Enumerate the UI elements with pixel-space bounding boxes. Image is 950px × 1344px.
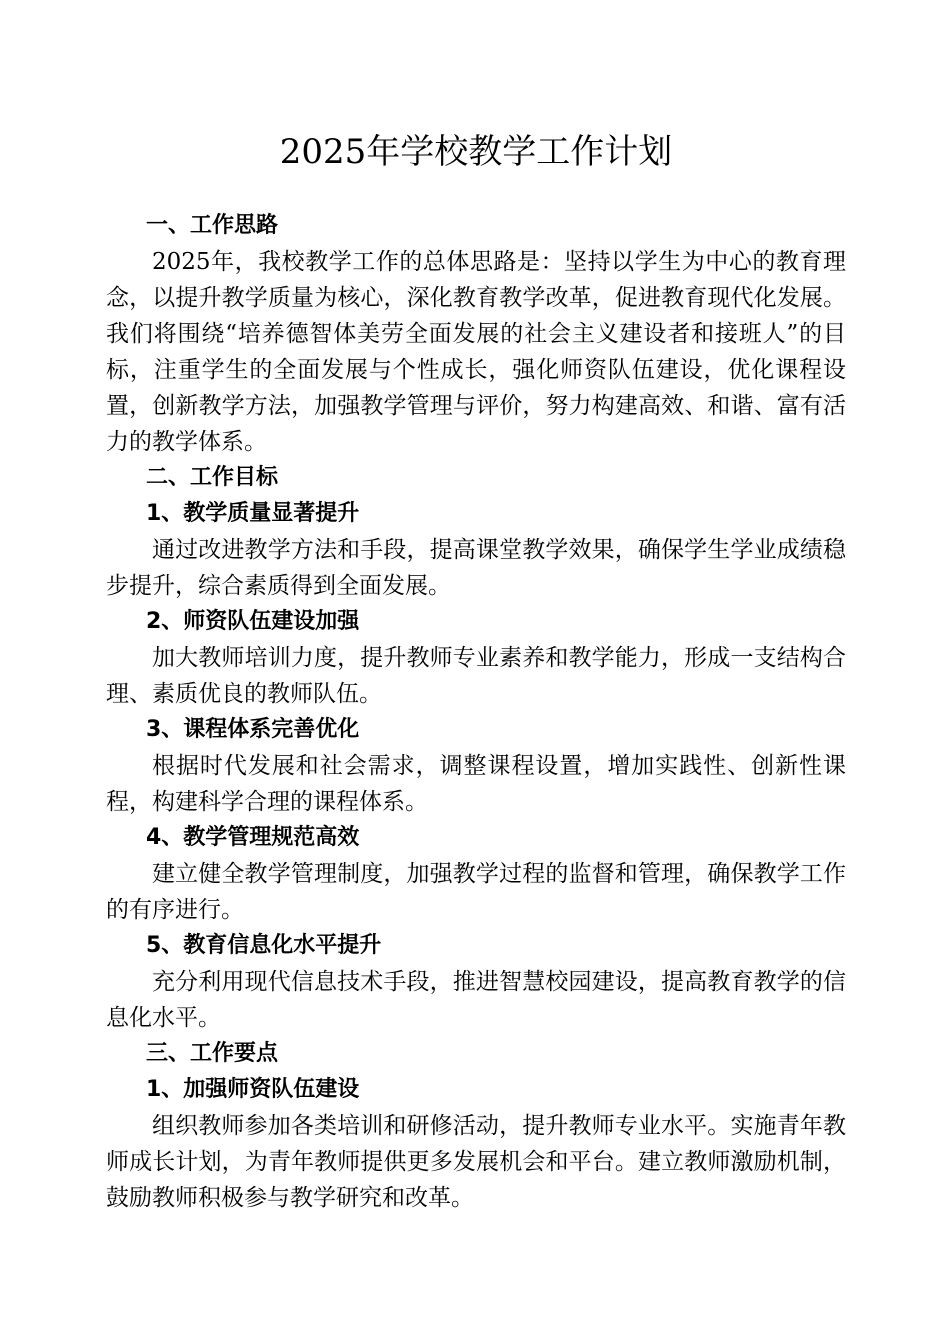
paragraph-2-1: 通过改进教学方法和手段，提高课堂教学效果，确保学生学业成绩稳步提升，综合素质得到全面发展。	[106, 537, 846, 599]
subheading-2-3: 3、课程体系完善优化	[146, 717, 360, 742]
paragraph-3-1: 组织教师参加各类培训和研修活动，提升教师专业水平。实施青年教师成长计划，为青年教师提供更多发展机会和平台。建立教师激励机制，鼓励教师积极参与教学研究和改革。	[106, 1113, 846, 1211]
subheading-2-5: 5、教育信息化水平提升	[146, 933, 382, 958]
section-heading-3: 三、工作要点	[146, 1041, 279, 1066]
paragraph-work-idea: 2025年，我校教学工作的总体思路是：坚持以学生为中心的教育理念，以提升教学质量为核心，深化教育教学改革，促进教育现代化发展。我们将围绕“培养德智体美劳全面发展的社会主义建设者和接班人”的目标，注重学生的全面发展与个性成长，强化师资队伍建设，优化课程设置，创新教学方法，加强教学管理与评价，努力构建高效、和谐、富有活力的教学体系。	[106, 249, 846, 455]
subheading-2-1: 1、教学质量显著提升	[146, 501, 360, 526]
paragraph-2-4: 建立健全教学管理制度，加强教学过程的监督和管理，确保教学工作的有序进行。	[106, 861, 846, 923]
title-text: 年学校教学工作计划	[366, 132, 673, 172]
title-year: 2025	[279, 132, 367, 172]
subheading-3-1: 1、加强师资队伍建设	[146, 1077, 360, 1102]
section-heading-1: 一、工作思路	[146, 213, 279, 238]
section-heading-2: 二、工作目标	[146, 465, 279, 490]
page-title	[106, 127, 846, 177]
paragraph-2-2: 加大教师培训力度，提升教师专业素养和教学能力，形成一支结构合理、素质优良的教师队伍。	[106, 645, 846, 707]
subheading-2-2: 2、师资队伍建设加强	[146, 609, 360, 634]
paragraph-2-5: 充分利用现代信息技术手段，推进智慧校园建设，提高教育教学的信息化水平。	[106, 969, 846, 1031]
paragraph-2-3: 根据时代发展和社会需求，调整课程设置，增加实践性、创新性课程，构建科学合理的课程体系。	[106, 753, 846, 815]
document-body	[106, 208, 846, 1216]
subheading-2-4: 4、教学管理规范高效	[146, 825, 360, 850]
